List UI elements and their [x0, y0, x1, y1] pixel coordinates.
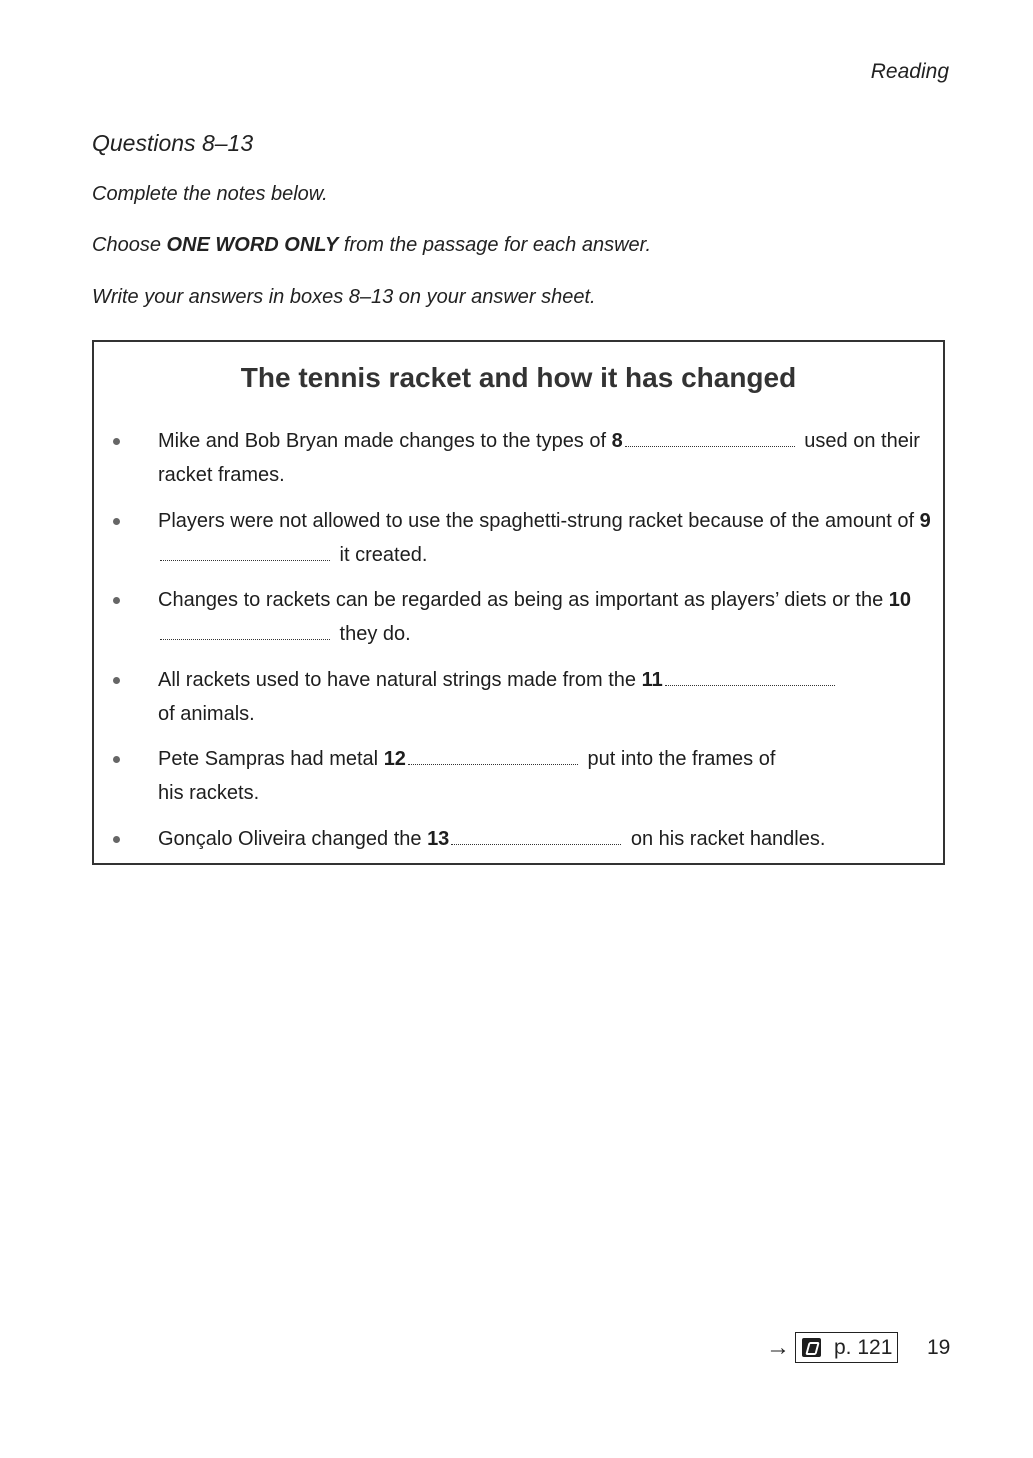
- instruction-choose-pre: Choose: [92, 234, 167, 256]
- bullet-icon: [113, 518, 120, 525]
- note-text: of animals.: [158, 703, 255, 725]
- answer-blank[interactable]: [451, 832, 621, 845]
- answer-blank[interactable]: [408, 752, 578, 765]
- answer-blank[interactable]: [625, 434, 795, 447]
- note-item: [158, 822, 933, 856]
- answer-blank[interactable]: [665, 673, 835, 686]
- question-number: 9: [919, 510, 931, 532]
- note-text: put into the frames of: [581, 748, 776, 770]
- question-number: 8: [611, 430, 623, 452]
- answer-key-reference[interactable]: [795, 1332, 898, 1363]
- note-text: Gonçalo Oliveira changed the: [158, 828, 428, 850]
- bullet-icon: [113, 836, 120, 843]
- instruction-choose-post: from the passage for each answer.: [338, 234, 652, 256]
- answer-key-icon: [802, 1338, 821, 1357]
- note-text: it created.: [334, 544, 428, 566]
- bullet-icon: [113, 597, 120, 604]
- note-text: Changes to rackets can be regarded as being as important as players’ diets or the: [158, 589, 889, 611]
- answer-blank[interactable]: [160, 627, 330, 640]
- bullet-icon: [113, 677, 120, 684]
- note-item: [158, 663, 933, 731]
- question-number: 10: [888, 589, 912, 611]
- note-text: his rackets.: [158, 782, 260, 804]
- bullet-icon: [113, 756, 120, 763]
- section-title: Reading: [870, 60, 949, 83]
- answer-blank[interactable]: [160, 548, 330, 561]
- note-text: Players were not allowed to use the spaghetti-strung racket because of the amount of: [158, 510, 920, 532]
- instruction-complete: Complete the notes below.: [92, 183, 328, 205]
- note-text: they do.: [334, 623, 411, 645]
- notes-title: The tennis racket and how it has changed: [240, 362, 797, 393]
- note-text: on his racket handles.: [625, 828, 826, 850]
- bullet-icon: [113, 438, 120, 445]
- questions-title: Questions 8–13: [92, 130, 254, 156]
- note-item: [158, 742, 933, 810]
- note-item: [158, 504, 933, 572]
- question-number: 13: [427, 828, 450, 850]
- answer-key-page: p. 121: [834, 1336, 893, 1359]
- note-text: used on their racket frames.: [158, 430, 920, 486]
- page-number: 19: [927, 1336, 951, 1359]
- note-text: Pete Sampras had metal: [158, 748, 384, 770]
- instruction-choose-emphasis: ONE WORD ONLY: [166, 234, 339, 256]
- instruction-choose: [92, 234, 651, 257]
- question-number: 11: [641, 669, 663, 691]
- note-item: [158, 583, 933, 651]
- note-text: Mike and Bob Bryan made changes to the types of: [158, 430, 612, 452]
- note-text: All rackets used to have natural strings made from the: [158, 669, 642, 691]
- notes-box: [92, 340, 945, 865]
- instruction-write: Write your answers in boxes 8–13 on your answer sheet.: [92, 286, 596, 308]
- note-item: [158, 424, 933, 492]
- question-number: 12: [383, 748, 406, 770]
- arrow-icon: →: [766, 1334, 790, 1361]
